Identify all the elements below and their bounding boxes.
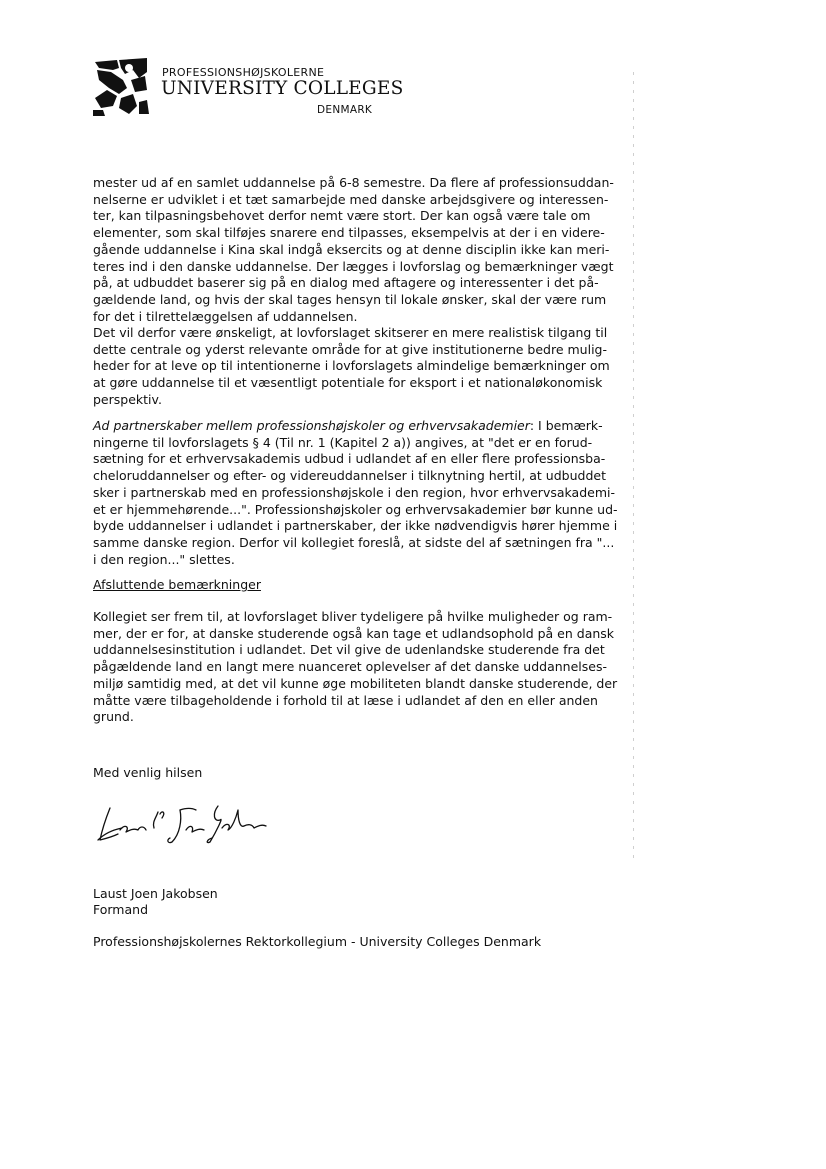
text-line: pågældende land en langt mere nuanceret oplevelser af det danske uddannelses-: [93, 659, 607, 675]
closing-greeting: Med venlig hilsen: [93, 765, 203, 780]
text-line: for det i tilrettelæggelsen af uddannelsen.: [93, 308, 358, 324]
text-line: Det vil derfor være ønskeligt, at lovforslaget skitserer en mere realistisk tilgang til: [93, 325, 608, 340]
text-line: nelserne er udviklet i et tæt samarbejde med danske arbejdsgivere og interessen-: [93, 191, 609, 207]
signer-title: Formand: [93, 902, 149, 917]
text-line: sker i partnerskab med en professionshøjskole i den region, hvor erhvervsakademi-: [93, 484, 615, 500]
text-line: grund.: [93, 709, 134, 725]
signer-name: Laust Joen Jakobsen: [93, 886, 218, 901]
logo-top-line: PROFESSIONSHØJSKOLERNE: [162, 66, 325, 79]
logo-bottom-line: DENMARK: [317, 104, 373, 116]
text-line: teres ind i den danske uddannelse. Der lægges i lovforslag og bemærkninger vægt: [93, 258, 614, 274]
text-line: Kollegiet ser frem til, at lovforslaget bliver tydeligere på hvilke muligheder og ram-: [93, 609, 613, 624]
text-line: miljø samtidig med, at det vil kunne øge mobiliteten blandt danske studerende, der: [93, 675, 618, 691]
university-colleges-logo: [93, 58, 149, 116]
logo-main-line: UNIVERSITY COLLEGES: [161, 78, 404, 99]
text-line: sætning for et erhvervsakademis udbud i udlandet af en eller flere professionsba-: [93, 451, 606, 467]
text-line: et er hjemmehørende...". Professionshøjskoler og erhvervsakademier bør kunne ud-: [93, 501, 618, 517]
paragraph-curriculum-adaptation: [93, 175, 613, 325]
text-line: i den region..." slettes.: [93, 551, 235, 567]
text-line: [93, 418, 613, 435]
handwritten-signature: [96, 800, 268, 846]
text-line: dette centrale og yderst relevante område for at give institutionerne bedre mulig-: [93, 341, 607, 357]
text-line: uddannelsesinstitution i udlandet. Det vil give de udenlandske studerende fra det: [93, 642, 605, 658]
text-line: mester ud af en samlet uddannelse på 6-8 semestre. Da flere af professionsuddan-: [93, 175, 614, 190]
text-line: gående uddannelse i Kina skal indgå eksercits og at denne disciplin ikke kan meri-: [93, 241, 610, 257]
text-line: samme danske region. Derfor vil kollegiet foreslå, at sidste del af sætningen fra "...: [93, 534, 615, 550]
section-heading-closing-remarks: Afsluttende bemærkninger: [93, 577, 261, 592]
text-line: gældende land, og hvis der skal tages hensyn til lokale ønsker, skal der være rum: [93, 291, 607, 307]
partnerships-first-line-rest: : I bemærk-: [529, 418, 603, 433]
text-line: byde uddannelser i udlandet i partnerskaber, der ikke nødvendigvis hører hjemme i: [93, 518, 618, 534]
text-line: måtte være tilbageholdende i forhold til at læse i udlandet af den en eller anden: [93, 692, 598, 708]
paragraph-partnerships: [93, 418, 618, 568]
text-line: elementer, som skal tilføjes snarere end tilpasses, eksempelvis at der i en videre-: [93, 225, 605, 241]
text-line: på, at udbuddet baserer sig på en dialog med aftagere og interessenter i det på-: [93, 275, 599, 291]
text-line: heder for at leve op til intentionerne i lovforslagets almindelige bemærkninger om: [93, 358, 610, 374]
scan-margin-line: [633, 72, 634, 862]
text-line: cheloruddannelser og efter- og videreuddannelser i tilknytning hertil, at udbuddet: [93, 468, 606, 484]
organization-line: Professionshøjskolernes Rektorkollegium - University Colleges Denmark: [93, 934, 542, 949]
text-line: ter, kan tilpasningsbehovet derfor nemt være stort. Der kan også være tale om: [93, 208, 591, 224]
paragraph-closing-remarks: [93, 609, 618, 726]
paragraph-realistic-approach: [93, 325, 613, 409]
text-line: at gøre uddannelse til et væsentligt potentiale for eksport i et nationaløkonomisk: [93, 375, 603, 391]
text-line: ningerne til lovforslagets § 4 (Til nr. 1 (Kapitel 2 a)) angives, at "det er en forud-: [93, 434, 593, 450]
partnerships-heading-italic: Ad partnerskaber mellem professionshøjskoler og erhvervsakademier: [93, 418, 530, 433]
text-line: mer, der er for, at danske studerende også kan tage et udlandsophold på en dansk: [93, 625, 615, 641]
text-line: perspektiv.: [93, 391, 162, 407]
